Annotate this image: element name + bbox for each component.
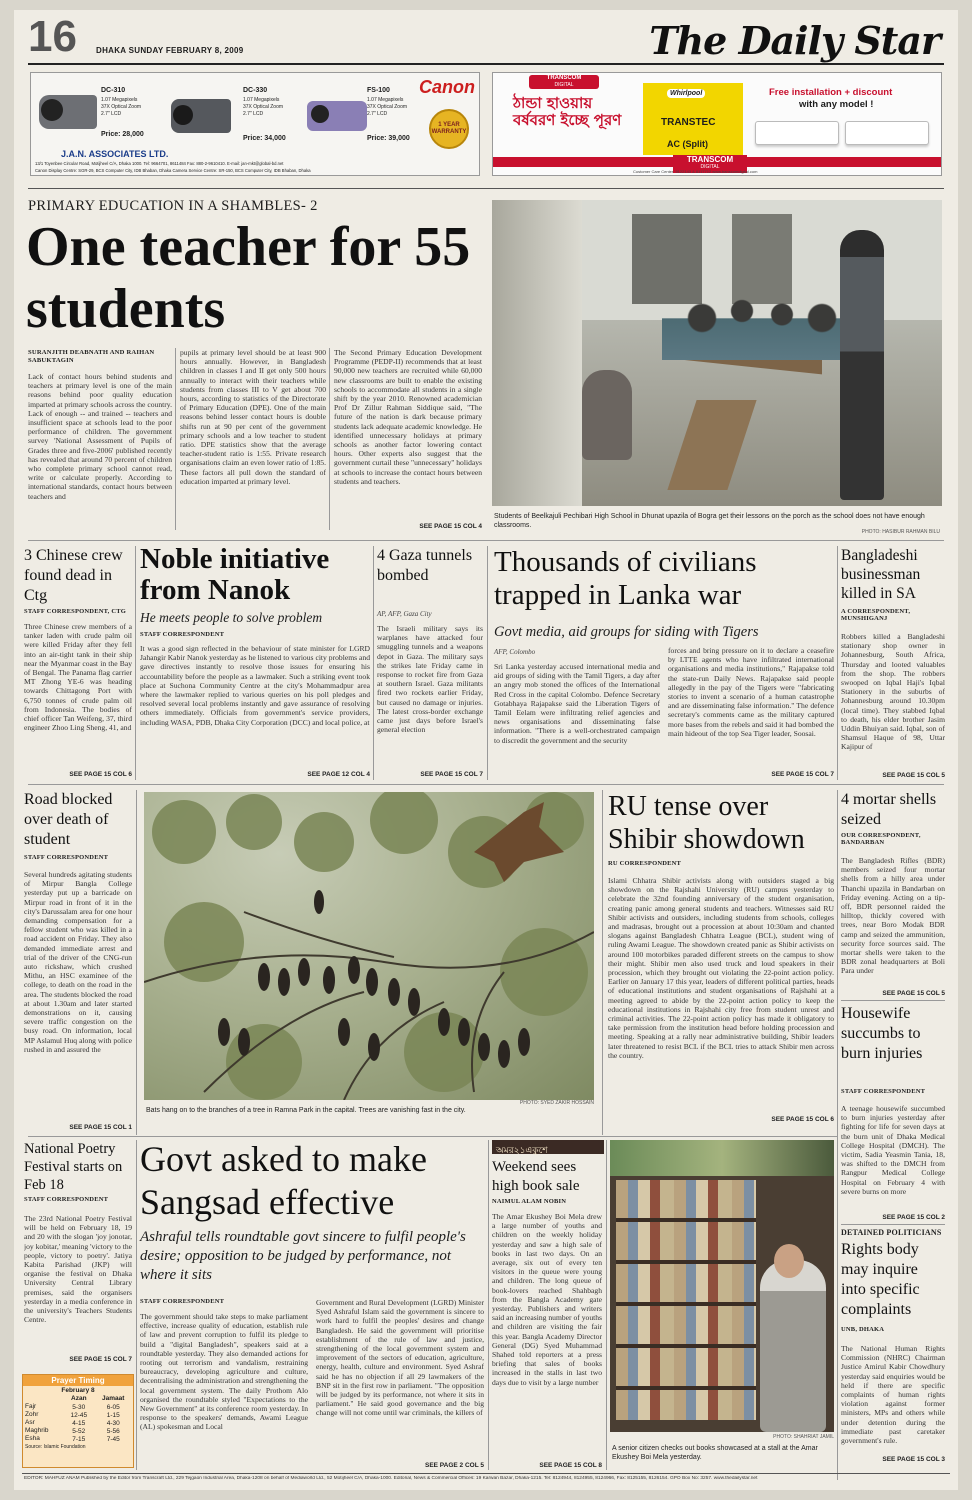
camera-2-lens — [173, 105, 193, 125]
prayer-cell: 6-05 — [106, 1403, 120, 1411]
mortar-headline: 4 mortar shells seized — [841, 791, 937, 828]
book-photo-caption: A senior citizen checks out books showcased at a stall at the Amar Ekushey Boi Mela yesterday. — [612, 1445, 818, 1461]
offer-line-2: with any model ! — [799, 99, 874, 110]
row4-rule-2 — [488, 1140, 489, 1470]
prayer-table — [23, 1395, 133, 1443]
ru-see: SEE PAGE 15 COL 6 — [771, 1116, 834, 1123]
ac-unit-1 — [755, 121, 839, 145]
book-photo-credit: PHOTO: SHAHRIAT JAMIL — [773, 1434, 834, 1440]
transcom-bottom-sub: DIGITAL — [700, 164, 720, 170]
prayer-header-cell — [23, 1395, 64, 1403]
camera-2-price: Price: 34,000 — [243, 135, 286, 142]
transcom-top-sub: DIGITAL — [554, 82, 574, 88]
prayer-cell: 7-45 — [106, 1435, 120, 1443]
prayer-cell: 7-15 — [72, 1435, 86, 1443]
newspaper-page — [14, 10, 958, 1490]
photo-old-man — [760, 1260, 826, 1432]
housewife-body: A teenage housewife succumbed to burn injuries yesterday after fighting for life for seven days at the burn unit of Dhaka Medical College Hospital (DMCH). The victim, Sadia Yeasmin Tania, 18, was shifted to the DMCH from Rangpur Medical College Hospital on February 4 with severe burns on more — [841, 1104, 945, 1196]
mortar-byline: OUR CORRESPONDENT, BANDARBAN — [841, 832, 921, 846]
prayer-header-cell: Jamaat — [102, 1395, 125, 1402]
section-rule-1 — [28, 540, 944, 541]
lead-byline: SURANJITH DEABNATH AND RAIHAN SABUKTAGIN — [28, 349, 155, 364]
canon-ad — [30, 72, 480, 176]
rights-kicker: DETAINED POLITICIANS — [841, 1228, 942, 1237]
gaza-see: SEE PAGE 15 COL 7 — [420, 771, 483, 778]
camera-3-spec1: 1.07 Megapixels — [367, 97, 404, 103]
camera-1-spec1: 1.07 Megapixels — [101, 97, 138, 103]
lead-photo-caption: Students of Beelkajuli Pechibari High School in Dhunat upazila of Bogra get their lessons on the porch as the school does not have enough classrooms. — [494, 513, 925, 529]
lead-col-1: Lack of contact hours behind students and teachers at primary level is one of the main reasons behind poor quality education imparted at primary schools across the country. Lack of enough -- and trained -- teachers and insufficient space at schools lead to the poor performance of children. The government survey 'National Assessment of Pupils of Grades three and five-2006' published recently has revealed that around 70 percent of children who complete primary school cannot read, write or calculate properly. According to international standards, contact hours between teachers and — [28, 372, 172, 501]
lanka-col-1: Sri Lanka yesterday accused international media and aid groups of siding with the Tamil Tigers, a day after an angry mob stoned the offices of the International Red Cross in the capital Colombo. Defence Secretary Gotabhaya Rajapakse said the Liberation Tigers of Tamil Eelam were infiltrating relief agencies and news organisations and disseminating false information. "There is a well-orchestrated campaign to discredit the government and the security — [494, 662, 660, 745]
prayer-date: February 8 — [61, 1387, 95, 1394]
prayer-cell: 5-30 — [72, 1403, 86, 1411]
camera-2-name: DC-330 — [243, 87, 268, 94]
distributor-name: J.A.N. ASSOCIATES LTD. — [61, 149, 169, 159]
housewife-rule — [841, 1224, 945, 1225]
sangsad-byline: STAFF CORRESPONDENT — [140, 1298, 225, 1305]
bats-credit: PHOTO: SYED ZAKIR HOSSAIN — [519, 1100, 594, 1106]
photo-sitting-boy — [582, 370, 632, 460]
prayer-row — [23, 1419, 133, 1427]
lanka-deck: Govt media, aid groups for siding with Tigers — [494, 624, 759, 640]
row4-rule-1 — [136, 1140, 137, 1470]
distributor-address: 13/1 Toyenbee Circular Road, Motijheel C/A, Dhaka 1000. Tel: 9664701, 8611484 Fax: 880-2-9610410. E-mail: jan-mkt@global-bd.net — [35, 161, 284, 166]
ad-rule — [28, 188, 944, 189]
photo-pillar — [492, 200, 582, 506]
lanka-dateline: AFP, Colombo — [494, 648, 536, 656]
chinese-body: Three Chinese crew members of a tanker laden with crude palm oil were killed Friday after they fell into an air-tight tank in their ship near the Myanmar coast in the Bay of Bengal. The Panama flag carrier MT Zhong YE-6 was heading towards Chittagong Port with 6,750 tonnes of crude palm oil from Indonesia. The bodies of chief officer Tan Weifeng, 37, third engineer Zhoo Ling Sheng, 41, and — [24, 622, 132, 733]
sa-see: SEE PAGE 15 COL 5 — [882, 772, 945, 779]
road-body: Several hundreds agitating students of Mirpur Bangla College yesterday put up a barricade on Mirpur road in front of it in the city's Darussalam area for one hour demanding compensation for a fellow student who was killed in a road accident on Friday. They also demanded immediate arrest and trial of the driver of the CNG-run auto rickshaw, which crushed Mithu, an HSC examinee of the college, to death on the road in the area. The students blocked the road at about 1.30am and later started demonstrations on it, causing severe traffic congestion on the busy road. On information, local MP Aslamul Huq along with police rushed in and assured the — [24, 870, 132, 1054]
footer-imprint: EDITOR: MAHFUZ ANAM Published by the Editor from Transcraft Ltd., 229 Tejgaon Industrial Area, Dhaka-1208 on behalf of Mediaworld Ltd., 52 Motijheel C/A, Dhaka-1000. Editorial, News & Commercial Offices: 19 Karwan Bazar, Dhaka-1215. Tel: 8124944, 8124955, 8124966, Fax: 8125155, 8126154. GPO Box No: 3257. www.thedailystar.net — [24, 1476, 758, 1481]
camera-3-spec3: 2.7" LCD — [367, 111, 388, 117]
camera-2-spec2: 37X Optical Zoom — [243, 104, 284, 110]
transcom-bottom-brand: TRANSCOM — [686, 155, 734, 164]
camera-3-lens — [311, 105, 329, 123]
camera-3-name: FS-100 — [367, 87, 390, 94]
book-body: The Amar Ekushey Boi Mela drew a large number of youths and children on the weekly holiday yesterday and saw a high sale of books in last two days. On an average, six out of every ten visitors in the queue were young and children. The long queue of book-lovers reached Shahbagh from the Bangla Academy gate yesterday. Publishers and writers said an increasing number of youths and children are visiting the fair this year. Bangla Academy Director General (DG) Syed Muhammad Shahed told reporters at a press briefing that sales of books increased in the stalls in last two days due to visit by a large number — [492, 1212, 602, 1387]
road-headline: Road blocked over death of student — [24, 791, 113, 848]
transcom-footer: Customer Care Center: 9122143 & 8117712 www.transcomdigital.com — [633, 169, 758, 174]
chinese-byline: STAFF CORRESPONDENT, CTG — [24, 608, 127, 615]
row3-rule-3 — [837, 790, 838, 1480]
row4-rule-3 — [606, 1140, 607, 1470]
camera-3-spec2: 37X Optical Zoom — [367, 104, 408, 110]
section-rule-3 — [28, 1136, 837, 1137]
prayer-cell: Esha — [25, 1435, 40, 1442]
sa-byline: A CORRESPONDENT, MUNSHIGANJ — [841, 608, 911, 622]
lead-kicker: PRIMARY EDUCATION IN A SHAMBLES- 2 — [28, 198, 318, 214]
photo-man-head — [774, 1244, 804, 1278]
stall-top — [610, 1140, 834, 1176]
bats-caption: Bats hang on to the branches of a tree in Ramna Park in the capital. Trees are vanishing fast in the city. — [146, 1107, 466, 1114]
road-byline: STAFF CORRESPONDENT — [24, 854, 109, 861]
gaza-body: The Israeli military says its warplanes have attacked four smuggling tunnels and a weapons depot in Gaza. The military says the strikes late Friday came in response to rocket fire from Gaza at southern Israel. Gaza militants fired two rockets earlier Friday, but caused no damage or injuries. The latest cross-border exchange came just days before Israel's general election — [377, 624, 483, 735]
prayer-cell: Fajr — [25, 1403, 37, 1410]
ru-byline: RU CORRESPONDENT — [608, 860, 682, 867]
lead-col-rule-2 — [329, 348, 330, 530]
prayer-row — [23, 1403, 133, 1411]
mortar-body: The Bangladesh Rifles (BDR) members seized four mortar shells from a hilly area under Thanchi upazila in Bandarban on Friday evening. Acting on a tip-off, BDR personnel raided the hilltop, thickly covered with trees, near Boro Modak BDR camp and seized the ammunition, security force sources said. The mortar shells were taken to the BDR zonal headquarters at Boli Para under — [841, 856, 945, 976]
camera-3-price: Price: 39,000 — [367, 135, 410, 142]
prayer-header-cell: Azan — [71, 1395, 87, 1402]
prayer-source: Source: Islamic Foundation — [25, 1444, 86, 1450]
rights-body: The National Human Rights Commission (NHRC) Chairman Justice Amirul Kabir Chowdhury yesterday said enquiries would be held if there are specific complaints of human rights violation against former ministers, MPs and others while under detention during the immediate past caretaker government's rule. — [841, 1344, 945, 1446]
prayer-row — [23, 1427, 133, 1435]
prayer-cell: 5-56 — [106, 1427, 120, 1435]
transcom-top-brand: TRANSCOM — [546, 75, 582, 81]
transtec-logo: TRANSTEC — [661, 117, 716, 128]
prayer-row — [23, 1435, 133, 1443]
section-rule-2 — [28, 784, 944, 785]
book-fair-tag-text: অমর২১একুশে — [496, 1146, 548, 1156]
bats-photo — [144, 792, 594, 1100]
offer-line-1: Free installation + discount — [769, 87, 893, 98]
sangsad-col-1: The government should take steps to make parliament effective, increase quality of education, establish rule of law and prevent corruption to fulfil its pledge to build a "digital Bangladesh", speakers said at a roundtable yesterday. They also demanded actions for rooting out terrorism and vandalism, restraining bureaucracy, developing agriculture and culture, decentralising the administration and strengthening the local government system. The daily Prothom Alo organised the roundtable styled "Expectations to the New Government" at its conference room yesterday. In response to the speakers' demands, Awami League (AL) spokesman and Local — [140, 1312, 308, 1432]
housewife-byline: STAFF CORRESPONDENT — [841, 1088, 926, 1095]
rights-headline: Rights body may inquire into specific complaints — [841, 1241, 920, 1318]
camera-2-spec1: 1.07 Megapixels — [243, 97, 280, 103]
prayer-cell: 5-52 — [72, 1427, 86, 1435]
row3-rule-1 — [136, 790, 137, 1135]
nanok-body: It was a good sign reflected in the behaviour of state minister for LGRD Jahangir Kabir Nanok yesterday as he listened to various city problems and gave directives instantly to resolve those issues for ensuring his accountability before the people as a lawmaker. Such a striking event took place at Suchona Community Centre at the city's Mohammadpur area where the lawmaker replied to various queries on his poll pledges and resolved several local problems instantly and gave assurance of resolving others immediately. Officials from government's service providers, including WASA, PDB, Dhaka City Corporation (DCC) and local police, at — [140, 644, 370, 727]
row2-rule-1 — [135, 546, 136, 780]
gaza-headline: 4 Gaza tunnels bombed — [377, 547, 473, 584]
nanok-byline: STAFF CORRESPONDENT — [140, 631, 225, 638]
ac-unit-2 — [845, 121, 929, 145]
housewife-headline: Housewife succumbs to burn injuries — [841, 1005, 923, 1062]
row2-rule-4 — [837, 546, 838, 780]
page-number: 16 — [28, 12, 77, 61]
brand-box — [643, 83, 743, 155]
poetry-body: The 23rd National Poetry Festival will be held on February 18, 19 and 20 with the slogan 'joy jonotar, joy kobitar,' meaning 'victory to the people, victory to poetry'. Jatiya Kabita Parishad (JKP) will organise the festival on Dhaka University Central Library premises, said the organisers yesterday in a media conference in the university's Teachers Students Centre. — [24, 1214, 132, 1325]
poetry-headline: National Poetry Festival starts on Feb 18 — [24, 1141, 123, 1193]
sangsad-deck: Ashraful tells roundtable govt sincere to fulfil people's desire; opposition to be judged by performance, not where it sits — [140, 1229, 466, 1283]
row3-rule-2 — [602, 790, 603, 1135]
bangla-offer: ঠান্ডা হাওয়ায় বর্ষবরণ ইচ্ছে পূরণ — [513, 94, 622, 129]
lead-col-2: pupils at primary level should be at least 900 hours annually. However, in Bangladesh children in classes I and II get only 500 hours annually to interact with their teachers while students from classes III to V get about 700 hours, according to statistics of the Directorate of Primary Education (DPE). One of the main reasons behind lesser contact hours is double shifts run at 90 per cent of the government primary schools and a low teacher to student ratio. DPE statistics show that the average teacher-student ratio is 1:55. Private research organisations claim an even lower ratio of 1:85. These factors all pull down the standard of education imparted at primary level. — [180, 348, 326, 486]
bats-illustration — [144, 792, 594, 1100]
chinese-headline: 3 Chinese crew found dead in Ctg — [24, 547, 123, 604]
camera-1-lens — [41, 99, 63, 121]
prayer-cell: 1-15 — [106, 1411, 120, 1419]
lead-col-3: The Second Primary Education Development Programme (PEDP-II) recommends that at least 90,000 new teachers are recruited while 60,000 new classrooms are built to enable the existing schools to accommodate all students in a single shift by the year 2010. Renowned academician Prof Dr Zillur Rahman Siddique said, "The future of the nation is dark because primary students lack adequate academic knowledge. He identified unnecessary holidays at primary schools as another factor lowering contact hours. Other experts also suggest that the government curtail these "unnecessary" holidays at schools to increase the contact hours between students and teachers. — [334, 348, 482, 486]
transcom-top-logo — [529, 75, 599, 89]
photo-bench-2 — [667, 400, 756, 490]
camera-1-spec3: 2.7" LCD — [101, 111, 122, 117]
sa-headline: Bangladeshi businessman killed in SA — [841, 547, 921, 602]
footer-rule — [22, 1473, 950, 1474]
warranty-text: 1 YEAR WARRANTY — [431, 122, 467, 135]
rights-see: SEE PAGE 15 COL 3 — [882, 1456, 945, 1463]
gaza-dateline: AP, AFP, Gaza City — [377, 610, 432, 618]
lanka-see: SEE PAGE 15 COL 7 — [771, 771, 834, 778]
ru-headline: RU tense over Shibir showdown — [608, 791, 805, 855]
photo-teacher — [840, 230, 884, 500]
prayer-cell: 4-15 — [72, 1419, 86, 1427]
distributor-service: Canon Display Centre: SGR-29, BCS Computer City, IDB Bhaban, Dhaka Camera Service Centre: SR-150, BCS Computer City, IDB Bhaban, Dhaka — [35, 168, 311, 173]
prayer-timing-box — [22, 1374, 134, 1468]
ac-label: AC (Split) — [667, 139, 708, 149]
sangsad-col-2: Government and Rural Development (LGRD) Minister Syed Ashraful Islam said the government is sincere to work hard to fulfil the peoples' desires and change Bangladesh. He said the government will prioritise establishment of the rule of law and justice, strengthening of the local government system and improvement of the sectors of education, agriculture, energy, health, culture and environment. Syed Ashraf said he has no objection if all 29 lawmakers of the BNP sit in the first row in parliament. "The opposition will be judged by its performance, not where it sits in parliament." He said good governance and the big change will not come until war criminals, the killers of — [316, 1298, 484, 1418]
book-headline: Weekend sees high book sale — [492, 1159, 580, 1194]
warranty-badge — [429, 109, 469, 149]
whirlpool-logo: Whirlpool — [667, 89, 705, 98]
camera-1-name: DC-310 — [101, 87, 126, 94]
prayer-header-row — [23, 1395, 133, 1403]
row2-rule-2 — [373, 546, 374, 780]
bookstall-photo — [610, 1140, 834, 1432]
lead-photo-credit: PHOTO: HASIBUR RAHMAN BILU — [861, 529, 940, 535]
rights-byline: UNB, DHAKA — [841, 1326, 885, 1333]
row2-rule-3 — [487, 546, 488, 780]
prayer-cell: Asr — [25, 1419, 35, 1426]
book-byline: NAIMUL ALAM NOBIN — [492, 1198, 567, 1205]
lead-headline: One teacher for 55 students — [26, 216, 471, 340]
photo-students — [662, 290, 862, 360]
canon-logo: Canon — [419, 77, 475, 97]
housewife-see: SEE PAGE 15 COL 2 — [882, 1214, 945, 1221]
camera-1-price: Price: 28,000 — [101, 131, 144, 138]
lead-see-page: SEE PAGE 15 COL 4 — [419, 523, 482, 530]
masthead-rule — [28, 63, 944, 65]
prayer-title: Prayer Timing — [23, 1375, 133, 1386]
sangsad-headline: Govt asked to make Sangsad effective — [140, 1139, 427, 1222]
transcom-ad — [492, 72, 942, 176]
ru-body: Islami Chhatra Shibir activists along with outsiders staged a big showdown on the Rajshahi University (RU) campus yesterday to celebrate the 32nd founding anniversary of the student organisation, creating panic among general students and teachers. Witnesses said RU Shibir activists and outsiders, including students from schools, colleges and madrasas, brought out a procession at about 10:30am and chanted slogans against Bangladesh Chhatra League (BCL), student wing of ruling Awami League. The showdown created panic as Shibir activists on around 100 motorbikes paraded different streets on the campus to show their might. Shibir men also used truck and loud speakers in their procession, which they brought out violating the 22-point action policy. Earlier on January 17 this year, leaders of different political parties, heads of educational institutions and student organisations of Rajshahi at a meeting agreed to abide by the 22-point action policy to keep the educational institutions in Rajshahi city free from student unrest and criminal activities. The 22-point action policy has made it obligatory to take permission from the institution head before holding procession and meeting. Speaking at a rally near administrative building, Shibir leaders later threatened to resist BCL if the BCL tries to attack Shibir men across the country. — [608, 876, 834, 1060]
book-see: SEE PAGE 15 COL 8 — [539, 1462, 602, 1469]
classroom-photo — [492, 200, 942, 506]
book-shelf-rows — [616, 1180, 756, 1420]
sa-body: Robbers killed a Bangladeshi stationary shop owner in Johannesburg, South Africa, Thursday and looted valuables from the shop. The robbers swooped on Iqbal Haji's Iqbal Stationery in the suburbs of Johannesburg around 10.30pm (local time). They stabbed Iqbal to death, his elder brother Jasim Uddin Bhuiyan said. Iqbal, son of Shamsul Haque of 98, Uttar Kajipur of — [841, 632, 945, 752]
prayer-cell: 12-45 — [70, 1411, 88, 1419]
lanka-headline: Thousands of civilians trapped in Lanka war — [494, 546, 757, 611]
road-see: SEE PAGE 15 COL 1 — [69, 1124, 132, 1131]
sangsad-see: SEE PAGE 2 COL 5 — [424, 1462, 484, 1469]
dateline: DHAKA SUNDAY FEBRUARY 8, 2009 — [96, 46, 244, 55]
camera-1-spec2: 37X Optical Zoom — [101, 104, 142, 110]
mortar-rule — [841, 1000, 945, 1001]
lead-col-rule-1 — [175, 348, 176, 530]
prayer-cell: Maghrib — [25, 1427, 49, 1434]
nanok-headline: Noble initiative from Nanok — [140, 543, 330, 606]
lanka-col-2: forces and bring pressure on it to declare a ceasefire by LTTE agents who have infiltrated international organisations and media institutions," Rajapakse told the state-run Daily News. Rajapakse said people allegedly in the pay of the Tigers were "fabricating stories to invent a scenario of a human catastrophe and are disseminating false information." The defence secretary's comments came as the military captured more bases from the rebels and said it had bombed the main hideout of the top Sea Tiger leader, Soosai. — [668, 646, 834, 738]
prayer-row — [23, 1411, 133, 1419]
poetry-see: SEE PAGE 15 COL 7 — [69, 1356, 132, 1363]
prayer-cell: Zohr — [25, 1411, 39, 1418]
poetry-byline: STAFF CORRESPONDENT — [24, 1196, 109, 1203]
mortar-see: SEE PAGE 15 COL 5 — [882, 990, 945, 997]
prayer-cell: 4-30 — [106, 1419, 120, 1427]
nanok-see: SEE PAGE 12 COL 4 — [307, 771, 370, 778]
book-fair-tag — [492, 1140, 604, 1154]
chinese-see: SEE PAGE 15 COL 6 — [69, 771, 132, 778]
nanok-deck: He meets people to solve problem — [140, 610, 323, 625]
camera-2-spec3: 2.7" LCD — [243, 111, 264, 117]
masthead-logo: The Daily Star — [649, 18, 940, 63]
